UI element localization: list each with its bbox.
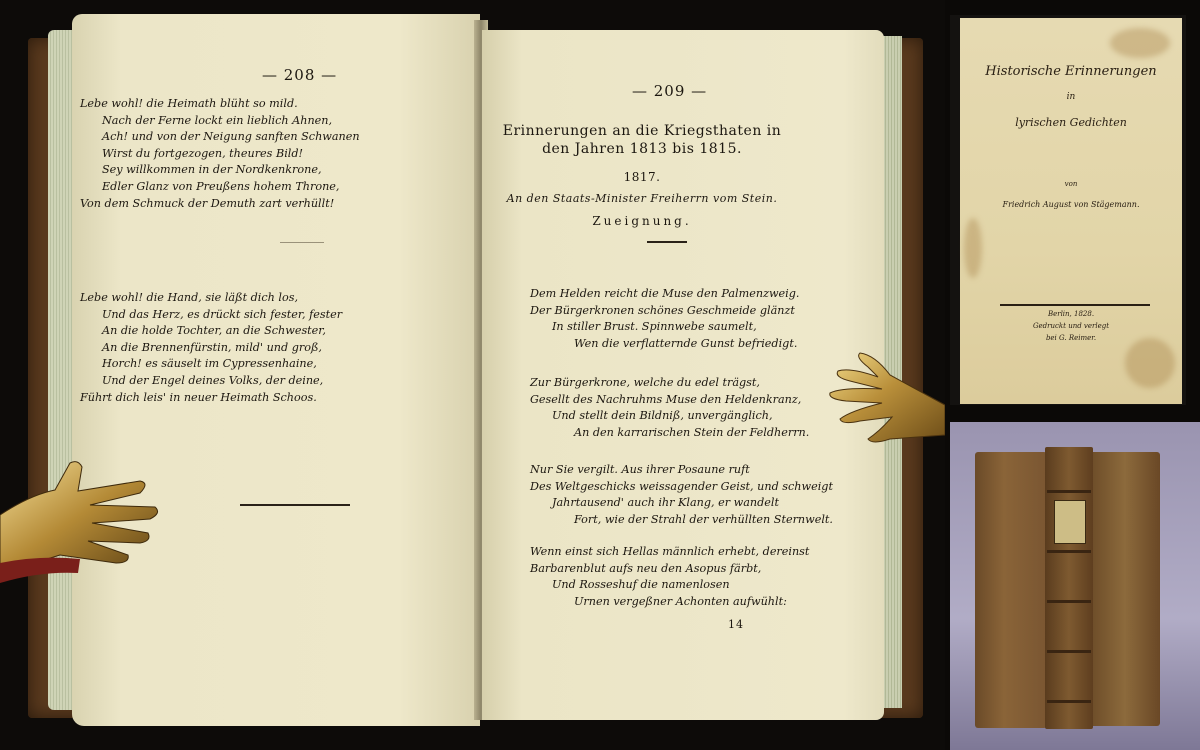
section-year: 1817.: [623, 170, 661, 184]
verse-line: Edler Glanz von Preußens hohem Throne,: [102, 179, 340, 193]
dedication-heading: Zueignung.: [592, 214, 692, 228]
heading-rule: [647, 241, 687, 243]
section-divider: [280, 242, 324, 243]
title-page: [960, 18, 1182, 404]
book-back-board: [1090, 452, 1160, 726]
verse-line: Wirst du fortgezogen, theures Bild!: [102, 146, 304, 160]
spine-band: [1047, 600, 1091, 603]
verse-line: Und der Engel deines Volks, der deine,: [102, 373, 324, 387]
foxing-stain: [1125, 338, 1175, 388]
book-title-line-1: Historische Erinnerungen: [985, 64, 1157, 79]
red-cuff: [0, 558, 80, 583]
right-stanza-2: [530, 375, 809, 441]
spine-band: [1047, 490, 1091, 493]
verse-line: Gesellt des Nachruhms Muse den Heldenkranz,: [530, 392, 802, 406]
book-front-board: [975, 452, 1047, 728]
verse-line: Ach! und von der Neigung sanften Schwanen: [102, 130, 360, 144]
verse-line: Und das Herz, es drückt sich fester, fester: [102, 307, 343, 321]
signature-mark: 14: [728, 618, 744, 631]
brass-hand-right: [820, 335, 945, 465]
verse-line: An die Brennenfürstin, mild' und groß,: [102, 340, 322, 354]
spine-band: [1047, 700, 1091, 703]
spine-label: [1054, 500, 1086, 544]
verse-line: Horch! es säuselt im Cypressenhaine,: [102, 357, 317, 371]
book-title-line-3: lyrischen Gedichten: [1015, 116, 1127, 129]
verse-line: Jahrtausend' auch ihr Klang, er wandelt: [552, 496, 779, 510]
verse-line: Und Rosseshuf die namenlosen: [552, 578, 730, 592]
verse-line: Lebe wohl! die Heimath blüht so mild.: [80, 97, 298, 110]
dedication-recipient: An den Staats-Minister Freiherrn vom Stein.: [506, 192, 778, 205]
spine-band: [1047, 650, 1091, 653]
foxing-stain: [1110, 28, 1170, 58]
book-title-line-2: in: [1066, 92, 1076, 102]
verse-line: Wen die verflatternde Gunst befriedigt.: [574, 336, 798, 350]
verse-line: Sey willkommen in der Nordkenkrone,: [102, 163, 322, 177]
end-rule: [240, 504, 350, 506]
foxing-stain: [964, 218, 982, 278]
left-page: [72, 14, 480, 726]
verse-line: An die holde Tochter, an die Schwester,: [102, 324, 326, 338]
verse-line: Dem Helden reicht die Muse den Palmenzweig.: [530, 287, 800, 300]
right-stanza-3: [530, 462, 833, 528]
verse-line: Lebe wohl! die Hand, sie läßt dich los,: [80, 291, 299, 304]
verse-line: Fort, wie der Strahl der verhüllten Sternwelt.: [574, 512, 833, 526]
verse-line: Zur Bürgerkrone, welche du edel trägst,: [530, 376, 760, 389]
verse-line: Wenn einst sich Hellas männlich erhebt, dereinst: [530, 545, 810, 558]
right-stanza-4: [530, 544, 809, 610]
spine-band: [1047, 550, 1091, 553]
verse-line: Urnen vergeßner Achonten aufwühlt:: [574, 594, 787, 608]
left-page-number: — 208 —: [262, 66, 338, 84]
verse-line: Nach der Ferne lockt ein lieblich Ahnen,: [102, 113, 333, 127]
imprint-place: Berlin, 1828.: [1047, 310, 1095, 318]
imprint-rule: [1000, 304, 1150, 306]
verse-line: Und stellt dein Bildniß, unvergänglich,: [552, 409, 773, 423]
imprint-publisher: bei G. Reimer.: [1045, 334, 1097, 342]
section-title-line-2: den Jahren 1813 bis 1815.: [542, 141, 742, 157]
imprint-printer: Gedruckt und verlegt: [1032, 322, 1110, 330]
left-stanza-1: [80, 96, 360, 212]
brass-hand-left: [0, 455, 165, 605]
author-by: von: [1064, 180, 1078, 188]
verse-line: In stiller Brust. Spinnwebe saumelt,: [552, 320, 757, 334]
verse-line: Der Bürgerkronen schönes Geschmeide glänzt: [530, 303, 795, 317]
verse-line: Nur Sie vergilt. Aus ihrer Posaune ruft: [530, 463, 750, 476]
right-stanza-1: [530, 286, 799, 352]
right-page-number: — 209 —: [632, 82, 708, 100]
verse-line: Barbarenblut aufs neu den Asopus färbt,: [530, 561, 762, 575]
verse-line: An den karrarischen Stein der Feldherrn.: [574, 425, 810, 439]
verse-line: Von dem Schmuck der Demuth zart verhüllt!: [80, 196, 335, 210]
section-title-line-1: Erinnerungen an die Kriegsthaten in: [502, 123, 782, 139]
verse-line: Des Weltgeschicks weissagender Geist, und schweigt: [530, 479, 833, 493]
author-name: Friedrich August von Stägemann.: [1002, 200, 1140, 209]
left-stanza-2: [80, 290, 342, 406]
verse-line: Führt dich leis' in neuer Heimath Schoos.: [80, 390, 317, 404]
